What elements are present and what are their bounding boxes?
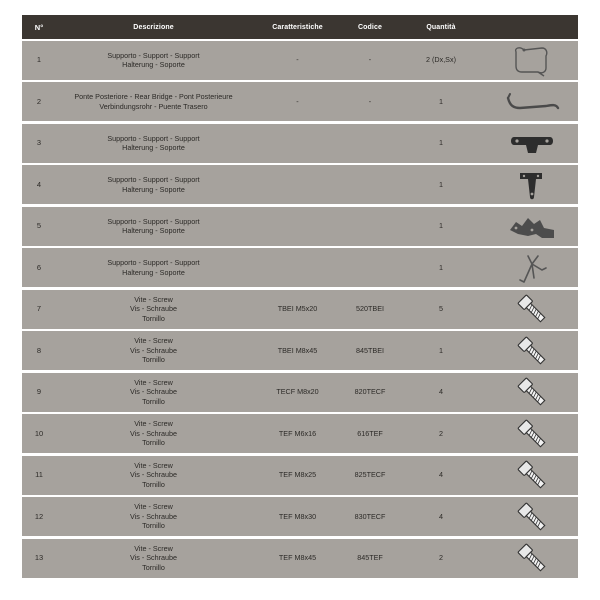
table-row [22, 165, 578, 204]
fork-bracket-icon [486, 250, 578, 286]
row-quantity: 2 (Dx,Sx) [426, 55, 456, 65]
description-line: Vite - Screw [134, 502, 173, 512]
row-code: - [368, 55, 372, 65]
row-code: - [368, 96, 372, 106]
row-features: TECF M8x20 [276, 387, 319, 397]
screw-icon [486, 540, 578, 576]
row-description [56, 175, 251, 194]
row-features: TEF M8x30 [278, 511, 317, 521]
row-code: 845TBEI [356, 345, 384, 355]
row-number: 8 [36, 345, 42, 355]
header-code: Codice [358, 23, 382, 31]
row-features: - [296, 55, 299, 65]
row-number: 9 [36, 387, 42, 397]
header-num: N° [34, 22, 44, 32]
row-description [56, 378, 251, 407]
row-number: 3 [36, 138, 42, 148]
row-code: 845TEF [357, 553, 383, 563]
description-line: Tornillo [142, 562, 165, 572]
description-line: Supporto - Support - Support [107, 133, 200, 143]
row-quantity: 4 [439, 470, 443, 480]
row-description [56, 461, 251, 490]
row-quantity: 1 [439, 138, 443, 148]
description-line: Tornillo [142, 355, 165, 365]
description-line: Supporto - Support - Support [107, 216, 200, 226]
parts-table [22, 15, 578, 578]
row-number: 6 [36, 262, 42, 272]
table-row [22, 124, 578, 163]
row-description [56, 544, 251, 573]
description-line: Tornillo [142, 479, 165, 489]
description-line: Vis - Schraube [129, 428, 177, 438]
description-line: Vite - Screw [134, 460, 173, 470]
description-line: Vite - Screw [134, 294, 173, 304]
table-row [22, 82, 578, 121]
description-line: Halterung - Soporte [122, 143, 185, 152]
description-line: Vite - Screw [134, 419, 173, 429]
description-line: Vis - Schraube [129, 345, 177, 355]
row-features: - [296, 96, 299, 106]
row-description [56, 217, 251, 236]
screw-icon [486, 333, 578, 369]
row-description [56, 258, 251, 277]
row-code: 520TBEI [356, 304, 384, 314]
table-row [22, 539, 578, 578]
row-description [56, 295, 251, 324]
description-line: Vite - Screw [134, 543, 173, 553]
description-line: Vis - Schraube [129, 470, 177, 480]
row-quantity: 5 [439, 304, 443, 314]
description-line: Tornillo [142, 396, 165, 406]
row-features: TEF M8x25 [278, 470, 317, 480]
row-quantity: 2 [439, 553, 443, 563]
row-features: TEF M6x16 [278, 428, 317, 438]
description-line: Halterung - Soporte [122, 184, 185, 194]
row-number: 5 [36, 221, 42, 231]
description-line: Tornillo [142, 313, 165, 323]
row-number: 2 [36, 96, 42, 106]
row-description [56, 336, 251, 365]
row-quantity: 4 [439, 511, 443, 521]
row-quantity: 1 [439, 262, 443, 272]
row-quantity: 1 [439, 221, 443, 231]
row-description [56, 51, 251, 70]
description-line: Ponte Posteriore - Rear Bridge - Pont Posterieure [74, 92, 233, 101]
row-description [56, 92, 251, 111]
header-description: Descrizione [133, 23, 174, 31]
description-line: Verbindungsrohr - Puente Trasero [99, 101, 208, 111]
description-line: Vis - Schraube [129, 387, 177, 397]
row-quantity: 1 [439, 179, 443, 189]
description-line: Halterung - Soporte [122, 267, 185, 277]
description-line: Vis - Schraube [129, 304, 177, 314]
description-line: Supporto - Support - Support [107, 50, 200, 60]
row-quantity: 4 [439, 387, 443, 397]
row-description [56, 134, 251, 153]
table-body [22, 41, 578, 578]
row-description [56, 502, 251, 531]
row-number: 12 [34, 511, 44, 521]
screw-icon [486, 499, 578, 535]
header-features: Caratteristiche [272, 23, 323, 31]
table-header [22, 15, 578, 39]
row-code: 616TEF [357, 428, 383, 438]
description-line: Vite - Screw [134, 336, 173, 346]
row-quantity: 1 [439, 345, 443, 355]
l-bracket-icon [486, 167, 578, 203]
row-code: 820TECF [354, 387, 386, 397]
description-line: Supporto - Support - Support [107, 258, 200, 267]
table-row [22, 456, 578, 495]
table-row [22, 373, 578, 412]
description-line: Halterung - Soporte [122, 60, 185, 69]
row-number: 13 [34, 553, 44, 563]
screw-icon [486, 291, 578, 327]
description-line: Tornillo [142, 438, 165, 448]
row-number: 10 [34, 428, 44, 438]
row-number: 1 [36, 55, 42, 65]
header-quantity: Quantità [426, 23, 456, 31]
bracket-loop-icon [486, 42, 578, 78]
table-row [22, 497, 578, 536]
row-features: TBEI M8x45 [277, 345, 318, 355]
row-features: TEF M8x45 [278, 553, 317, 563]
description-line: Halterung - Soporte [122, 226, 185, 235]
row-features: TBEI M5x20 [277, 304, 318, 314]
plate-bracket-icon [486, 208, 578, 244]
description-line: Vis - Schraube [129, 553, 177, 563]
rear-bridge-icon [486, 84, 578, 120]
description-line: Vite - Screw [134, 377, 173, 387]
table-row [22, 331, 578, 370]
screw-icon [486, 374, 578, 410]
row-number: 11 [35, 470, 43, 480]
description-line: Tornillo [142, 521, 165, 531]
table-row [22, 248, 578, 287]
table-row [22, 207, 578, 246]
table-row [22, 290, 578, 329]
description-line: Supporto - Support - Support [107, 175, 200, 184]
description-line: Vis - Schraube [129, 511, 177, 521]
screw-icon [486, 457, 578, 493]
flat-bracket-icon [486, 125, 578, 161]
row-description [56, 419, 251, 448]
row-code: 825TECF [354, 470, 386, 480]
table-row [22, 41, 578, 80]
screw-icon [486, 416, 578, 452]
table-row [22, 414, 578, 453]
row-quantity: 2 [439, 428, 443, 438]
row-code: 830TECF [354, 511, 386, 521]
row-number: 4 [36, 179, 42, 189]
row-quantity: 1 [439, 96, 443, 106]
row-number: 7 [36, 304, 42, 314]
